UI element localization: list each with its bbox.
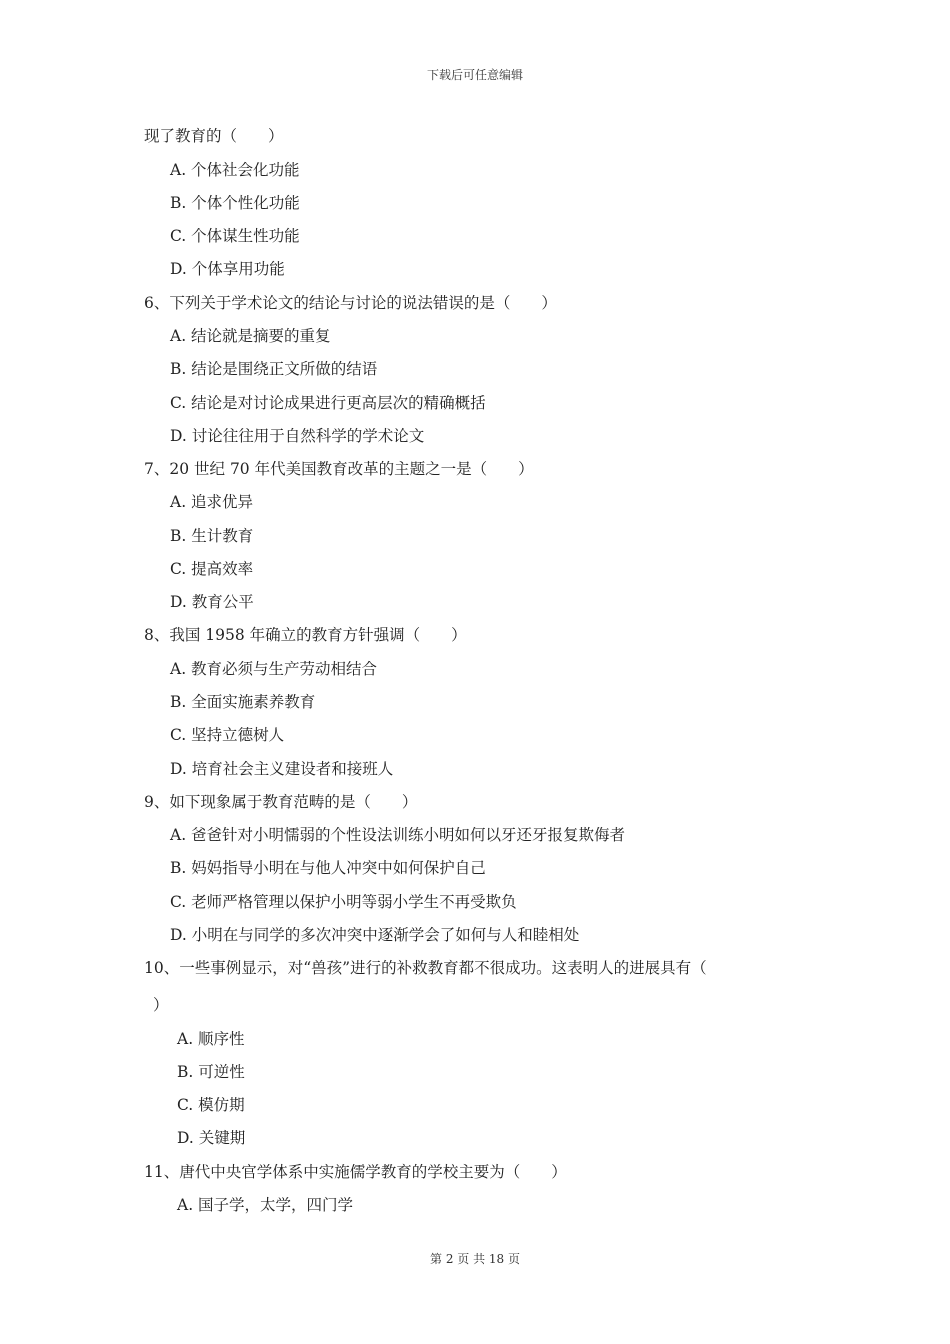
page-footer: 第 2 页 共 18 页 [430,1252,520,1266]
option-7a: A. 追求优异 [170,493,254,511]
option-6d: D. 讨论往往用于自然科学的学术论文 [170,427,425,445]
option-7d: D. 教育公平 [170,593,254,611]
option-8b: B. 全面实施素养教育 [170,693,316,711]
option-7b: B. 生计教育 [170,527,254,545]
option-8d: D. 培育社会主义建设者和接班人 [170,760,394,778]
question-7: 7、20 世纪 70 年代美国教育改革的主题之一是（ ） [144,460,534,478]
option-6b: B. 结论是围绕正文所做的结语 [170,360,378,378]
question-10-bracket: ） [153,996,169,1014]
question-10: 10、一些事例显示，对“兽孩”进行的补救教育都不很成功。这表明人的进展具有（ [144,959,707,977]
option-10b: B. 可逆性 [177,1063,245,1081]
question-8: 8、我国 1958 年确立的教育方针强调（ ） [144,626,467,644]
question-5-tail: 现了教育的（ ） [144,127,284,145]
page-header: 下载后可任意编辑 [426,68,523,82]
question-9: 9、如下现象属于教育范畴的是（ ） [144,793,418,811]
option-10a: A. 顺序性 [177,1030,245,1048]
question-11: 11、唐代中央官学体系中实施儒学教育的学校主要为（ ） [144,1163,567,1181]
option-9d: D. 小明在与同学的多次冲突中逐渐学会了如何与人和睦相处 [170,926,580,944]
option-10c: C. 模仿期 [177,1096,245,1114]
option-6a: A. 结论就是摘要的重复 [170,327,331,345]
option-8a: A. 教育必须与生产劳动相结合 [170,660,378,678]
option-5d: D. 个体享用功能 [170,260,285,278]
option-7c: C. 提高效率 [170,560,254,578]
option-9a: A. 爸爸针对小明懦弱的个性设法训练小明如何以牙还牙报复欺侮者 [170,826,626,844]
question-6: 6、下列关于学术论文的结论与讨论的说法错误的是（ ） [144,294,557,312]
option-6c: C. 结论是对讨论成果进行更高层次的精确概括 [170,394,486,412]
option-10d: D. 关键期 [177,1129,246,1147]
option-5c: C. 个体谋生性功能 [170,227,300,245]
option-9c: C. 老师严格管理以保护小明等弱小学生不再受欺负 [170,893,517,911]
option-8c: C. 坚持立德树人 [170,726,285,744]
option-11a: A. 国子学，太学，四门学 [177,1196,354,1214]
option-5b: B. 个体个性化功能 [170,194,300,212]
option-5a: A. 个体社会化功能 [170,161,300,179]
option-9b: B. 妈妈指导小明在与他人冲突中如何保护自己 [170,859,486,877]
